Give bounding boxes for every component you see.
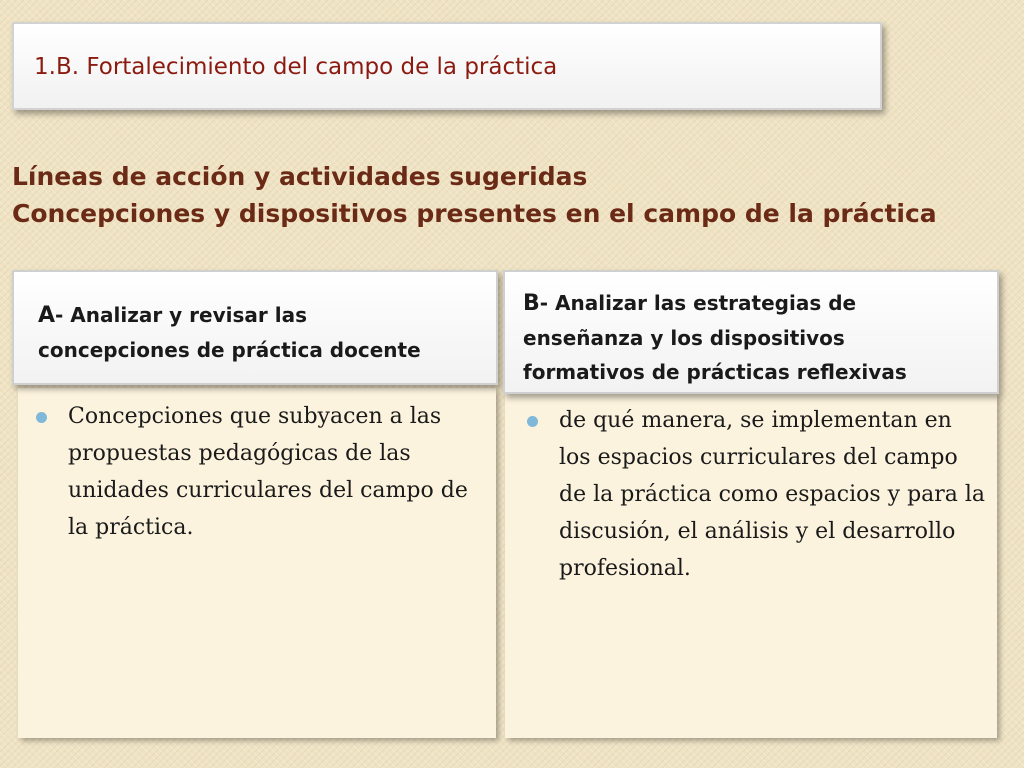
column-b-header-line-2: enseñanza y los dispositivos bbox=[523, 326, 845, 350]
column-b-header-line-1 bbox=[523, 286, 997, 321]
slide-subtitle bbox=[12, 158, 937, 232]
column-b-letter: B bbox=[523, 291, 540, 316]
column-b-header-text-1: - Analizar las estrategias de bbox=[539, 291, 857, 315]
column-a-header-line-1 bbox=[38, 298, 496, 333]
column-b-bullet-text: de qué manera, se implementan en los espacios curriculares del campo de la práctica como espacios y para la discusión, el análisis y el desarrollo profesional. bbox=[559, 408, 986, 581]
slide-title: 1.B. Fortalecimiento del campo de la práctica bbox=[34, 54, 558, 80]
subtitle-line-1: Líneas de acción y actividades sugeridas bbox=[12, 162, 588, 191]
bullet-icon bbox=[36, 412, 47, 423]
column-b-header-line-3: formativos de prácticas reflexivas bbox=[523, 360, 907, 384]
column-a-header-text-1: - Analizar y revisar las bbox=[55, 303, 307, 327]
column-a-header-line-2: concepciones de práctica docente bbox=[38, 338, 421, 362]
slide-title-box bbox=[12, 22, 882, 110]
column-a-bullet-text: Concepciones que subyacen a las propuestas pedagógicas de las unidades curriculares del campo de la práctica. bbox=[68, 404, 468, 540]
column-b-header bbox=[503, 270, 999, 394]
column-a-header bbox=[12, 270, 498, 385]
column-a-letter: A bbox=[38, 303, 56, 328]
column-b-bullet-list bbox=[527, 402, 987, 587]
list-item bbox=[36, 398, 486, 546]
subtitle-line-2: Concepciones y dispositivos presentes en el campo de la práctica bbox=[12, 199, 937, 228]
column-a-bullet-list bbox=[36, 398, 486, 546]
bullet-icon bbox=[527, 416, 538, 427]
list-item bbox=[527, 402, 987, 587]
